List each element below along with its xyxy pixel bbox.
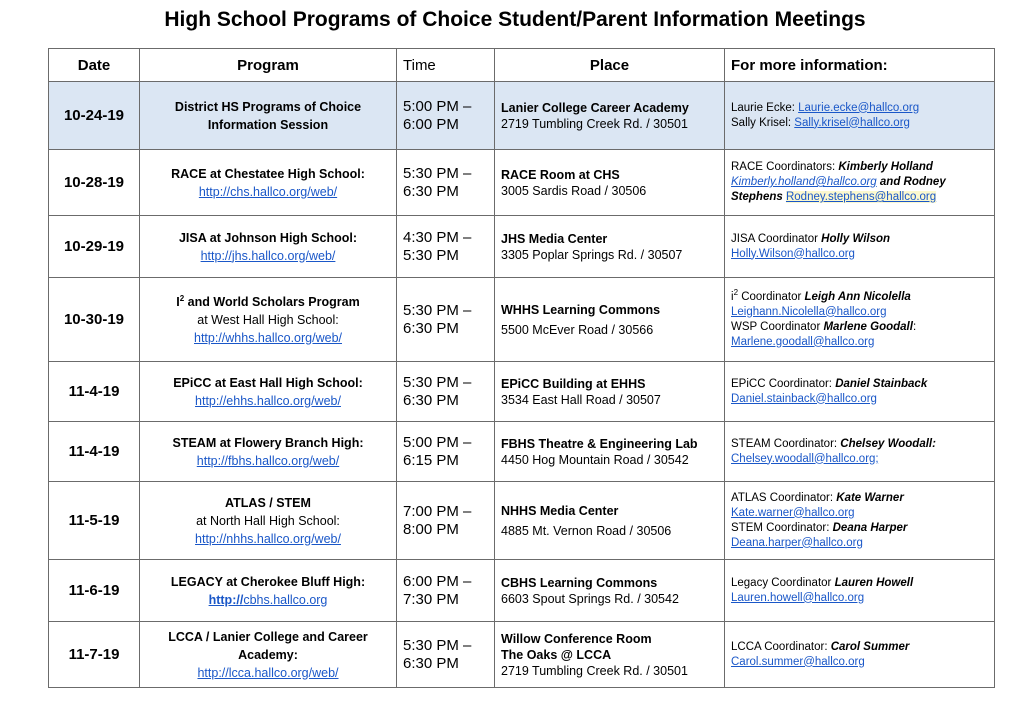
- place-name: CBHS Learning Commons: [501, 575, 658, 590]
- place-name-secondary: The Oaks @ LCCA: [501, 647, 612, 662]
- time-cell: [397, 622, 495, 688]
- time-end: 7:30 PM: [403, 590, 459, 608]
- page-title: High School Programs of Choice Student/Parent Information Meetings: [164, 8, 866, 31]
- contact-name: Holly Wilson: [821, 232, 891, 245]
- date-cell: 11-7-19: [49, 622, 140, 688]
- place-cell: [495, 422, 725, 482]
- place-cell: [495, 362, 725, 422]
- time-end: 6:30 PM: [403, 182, 459, 200]
- program-cell: [140, 362, 397, 422]
- program-cell: [140, 622, 397, 688]
- program-link[interactable]: http://nhhs.hallco.org/web/: [195, 531, 341, 546]
- date-cell: 10-29-19: [49, 216, 140, 278]
- place-name: WHHS Learning Commons: [501, 302, 661, 317]
- time-start: 5:30 PM –: [403, 636, 472, 654]
- place-cell: [495, 216, 725, 278]
- info-cell: [725, 216, 995, 278]
- program-title: LCCA / Lanier College and Career Academy:: [168, 629, 368, 662]
- time-start: 5:30 PM –: [403, 301, 472, 319]
- time-end: 6:30 PM: [403, 319, 459, 337]
- contact-label: STEM Coordinator:: [731, 521, 833, 534]
- info-cell: [725, 150, 995, 216]
- contact-name: Kate Warner: [836, 491, 904, 504]
- table-row: [49, 216, 995, 278]
- place-name: FBHS Theatre & Engineering Lab: [501, 436, 698, 451]
- time-end: 6:30 PM: [403, 654, 459, 672]
- email-link[interactable]: Kimberly.holland@hallco.org: [731, 176, 877, 188]
- contact-name: and Rodney Stephens: [731, 176, 946, 203]
- program-link[interactable]: http://chs.hallco.org/web/: [198, 184, 338, 199]
- time-start: 4:30 PM –: [403, 228, 472, 246]
- place-address: 2719 Tumbling Creek Rd. / 30501: [501, 116, 688, 131]
- time-end: 6:00 PM: [403, 115, 459, 133]
- program-title: RACE at Chestatee High School:: [171, 166, 365, 181]
- program-cell: [140, 482, 397, 560]
- contact-label: STEAM Coordinator:: [731, 437, 841, 450]
- program-title: EPiCC at East Hall High School:: [173, 375, 363, 390]
- time-start: 5:30 PM –: [403, 373, 472, 391]
- place-cell: [495, 622, 725, 688]
- table-row: [49, 278, 995, 362]
- contact-label: ATLAS Coordinator:: [731, 491, 837, 504]
- info-cell: $i^2$ Coordinator Leigh Ann Nicolella Leighann.Nicolella@hallco.org WSP Coordinator Marlene Goodall: Marlene.goodall@hallco.org: [725, 278, 995, 362]
- place-address: 2719 Tumbling Creek Rd. / 30501: [501, 663, 688, 678]
- contact-label: Sally Krisel:: [731, 116, 795, 129]
- header-time: Time: [397, 49, 495, 82]
- info-cell: [725, 622, 995, 688]
- place-cell: [495, 150, 725, 216]
- place-name: Willow Conference Room: [501, 631, 652, 646]
- date-cell: 10-30-19: [49, 278, 140, 362]
- time-end: 6:15 PM: [403, 451, 459, 469]
- place-address: 4885 Mt. Vernon Road / 30506: [501, 523, 672, 538]
- email-link[interactable]: Carol.summer@hallco.org: [731, 655, 865, 668]
- program-title: JISA at Johnson High School:: [178, 230, 357, 245]
- date-cell: 11-5-19: [49, 482, 140, 560]
- place-name: JHS Media Center: [501, 231, 608, 246]
- email-link[interactable]: Laurie.ecke@hallco.org: [798, 101, 920, 114]
- time-start: 5:00 PM –: [403, 433, 472, 451]
- time-cell: [397, 150, 495, 216]
- place-name: NHHS Media Center: [501, 503, 619, 518]
- header-place: Place: [495, 49, 725, 82]
- time-start: 5:00 PM –: [403, 97, 472, 115]
- email-link[interactable]: Sally.krisel@hallco.org: [794, 116, 910, 129]
- program-subtitle: at West Hall High School:: [197, 312, 339, 327]
- header-info: For more information:: [725, 49, 995, 82]
- header-program: Program: [140, 49, 397, 82]
- place-name: Lanier College Career Academy: [501, 100, 689, 115]
- email-link[interactable]: Rodney.stephens@hallco.org: [785, 191, 937, 203]
- email-link[interactable]: Kate.warner@hallco.org: [731, 506, 855, 519]
- contact-label: RACE Coordinators:: [731, 161, 839, 173]
- table-row: [49, 560, 995, 622]
- date-cell: 11-4-19: [49, 422, 140, 482]
- program-link[interactable]: http://ehhs.hallco.org/web/: [195, 393, 341, 408]
- contact-label: Coordinator: [738, 290, 805, 303]
- email-link[interactable]: Leighann.Nicolella@hallco.org: [731, 305, 887, 318]
- contact-name: Marlene Goodall: [823, 320, 913, 333]
- place-address: 4450 Hog Mountain Road / 30542: [501, 452, 689, 467]
- contact-label: LCCA Coordinator:: [731, 640, 831, 653]
- email-link[interactable]: Chelsey.woodall@hallco.org;: [731, 452, 879, 465]
- place-name: EPiCC Building at EHHS: [501, 376, 646, 391]
- place-address: 3305 Poplar Springs Rd. / 30507: [501, 247, 683, 262]
- place-address: 3005 Sardis Road / 30506: [501, 183, 647, 198]
- place-cell: [495, 82, 725, 150]
- program-link[interactable]: http://whhs.hallco.org/web/: [194, 330, 342, 345]
- info-cell: [725, 482, 995, 560]
- time-cell: [397, 482, 495, 560]
- program-subtitle: at North Hall High School:: [196, 513, 340, 528]
- program-link[interactable]: http://fbhs.hallco.org/web/: [196, 453, 340, 468]
- contact-name: Daniel Stainback: [835, 377, 928, 390]
- program-title: District HS Programs of Choice Information Session: [174, 99, 362, 132]
- place-cell: [495, 560, 725, 622]
- place-address: 6603 Spout Springs Rd. / 30542: [501, 591, 679, 606]
- info-cell: [725, 362, 995, 422]
- date-cell: 11-6-19: [49, 560, 140, 622]
- table-row: [49, 422, 995, 482]
- table-row: [49, 82, 995, 150]
- program-cell: [140, 216, 397, 278]
- contact-label: EPiCC Coordinator:: [731, 377, 836, 390]
- program-cell: [140, 150, 397, 216]
- place-cell: [495, 278, 725, 362]
- time-start: 7:00 PM –: [403, 502, 472, 520]
- header-row: [49, 49, 995, 82]
- email-link[interactable]: Holly.Wilson@hallco.org: [731, 247, 855, 260]
- table-row: [49, 362, 995, 422]
- contact-label: WSP Coordinator: [731, 320, 824, 333]
- contact-label: Legacy Coordinator: [731, 576, 835, 589]
- time-start: 6:00 PM –: [403, 572, 472, 590]
- time-cell: [397, 362, 495, 422]
- program-cell: [140, 560, 397, 622]
- time-end: 6:30 PM: [403, 391, 459, 409]
- program-link[interactable]: http://lcca.hallco.org/web/: [197, 665, 339, 680]
- contact-name: Carol Summer: [830, 640, 910, 653]
- contact-name: Leigh Ann Nicolella: [804, 290, 911, 303]
- place-address: 3534 East Hall Road / 30507: [501, 392, 661, 407]
- email-link[interactable]: Daniel.stainback@hallco.org: [731, 392, 877, 405]
- table-row: [49, 622, 995, 688]
- contact-label: JISA Coordinator: [731, 232, 822, 245]
- date-cell: 10-24-19: [49, 82, 140, 150]
- table-row: [49, 482, 995, 560]
- email-link[interactable]: Marlene.goodall@hallco.org: [731, 335, 875, 348]
- contact-name: Chelsey Woodall:: [840, 437, 936, 450]
- program-link[interactable]: http://jhs.hallco.org/web/: [200, 248, 336, 263]
- place-cell: [495, 482, 725, 560]
- program-title: STEAM at Flowery Branch High:: [172, 435, 364, 450]
- date-cell: 11-4-19: [49, 362, 140, 422]
- info-cell: [725, 560, 995, 622]
- program-title: $I^2$ and World Scholars Program: [176, 293, 360, 309]
- contact-name: Kimberly Holland: [838, 161, 933, 173]
- program-cell: [140, 82, 397, 150]
- time-start: 5:30 PM –: [403, 164, 472, 182]
- program-title: LEGACY at Cherokee Bluff High:: [170, 574, 366, 589]
- time-cell: [397, 216, 495, 278]
- time-cell: [397, 422, 495, 482]
- program-title: ATLAS / STEM: [225, 495, 311, 510]
- email-link[interactable]: Lauren.howell@hallco.org: [731, 591, 865, 604]
- meetings-table: [48, 48, 995, 688]
- date-cell: 10-28-19: [49, 150, 140, 216]
- contact-label: Laurie Ecke:: [731, 101, 799, 114]
- place-address: 5500 McEver Road / 30566: [501, 322, 654, 337]
- info-cell: [725, 82, 995, 150]
- header-date: Date: [49, 49, 140, 82]
- time-cell: [397, 82, 495, 150]
- contact-name: Lauren Howell: [834, 576, 914, 589]
- info-cell: [725, 422, 995, 482]
- program-cell: [140, 422, 397, 482]
- email-link[interactable]: Deana.harper@hallco.org: [731, 536, 863, 549]
- time-cell: [397, 278, 495, 362]
- time-cell: [397, 560, 495, 622]
- program-link[interactable]: http://cbhs.hallco.org: [208, 592, 328, 607]
- place-name: RACE Room at CHS: [501, 167, 620, 182]
- time-end: 5:30 PM: [403, 246, 459, 264]
- table-row: [49, 150, 995, 216]
- program-cell: [140, 278, 397, 362]
- time-end: 8:00 PM: [403, 520, 459, 538]
- contact-name: Deana Harper: [832, 521, 908, 534]
